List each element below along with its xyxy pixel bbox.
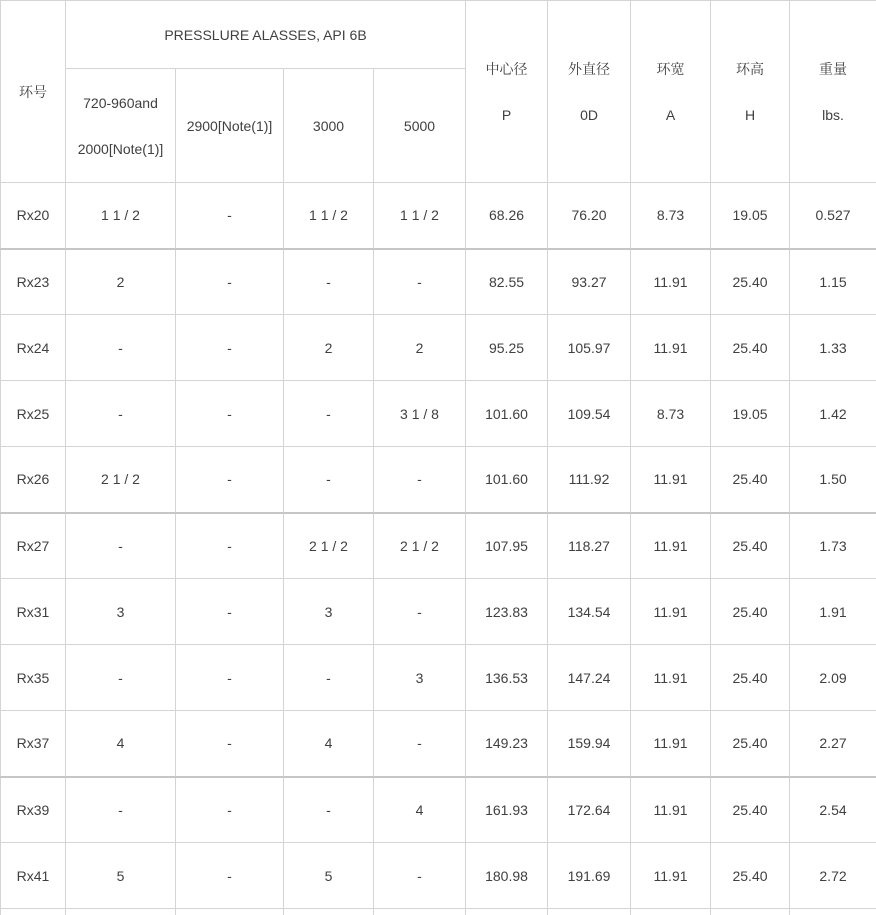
table-row — [1, 645, 876, 711]
cell-class-3000: - — [284, 777, 374, 843]
header-ring-width-symbol: A — [665, 106, 676, 123]
cell-ring-width-a: 11.91 — [631, 843, 711, 909]
table-row — [1, 777, 876, 843]
cell-ring-height-h: 25.40 — [711, 711, 790, 777]
cell-weight-lbs: 2.72 — [790, 843, 876, 909]
cell-class-2900: - — [176, 843, 284, 909]
cell-ring-number: Rx26 — [1, 447, 66, 513]
cell-class-720-960-2000: - — [66, 381, 176, 447]
cell-center-diameter-p: 149.23 — [466, 711, 548, 777]
cell-outer-diameter-0d: 109.54 — [548, 381, 631, 447]
cell-class-3000: 3 — [284, 579, 374, 645]
cell-ring-number: Rx35 — [1, 645, 66, 711]
cell-class-2900: - — [176, 711, 284, 777]
cell-class-720-960-2000: 2 1 / 2 — [66, 447, 176, 513]
header-outer-diameter-name: 外直径 — [568, 60, 611, 77]
cell-class-2900: - — [176, 513, 284, 579]
cell-ring-height-h: 25.40 — [711, 513, 790, 579]
cell-ring-width-a: 8.73 — [631, 183, 711, 249]
partial-cell — [466, 909, 548, 915]
table-header — [1, 1, 876, 183]
cell-class-3000: - — [284, 381, 374, 447]
header-class-720-960-2000 — [66, 69, 176, 183]
partial-cell — [374, 909, 466, 915]
cell-ring-height-h: 25.40 — [711, 843, 790, 909]
cell-ring-width-a: 11.91 — [631, 249, 711, 315]
partial-cell — [176, 909, 284, 915]
cell-ring-number: Rx25 — [1, 381, 66, 447]
header-pressure-classes-group: PRESSLURE ALASSES, API 6B — [66, 1, 466, 69]
cell-center-diameter-p: 161.93 — [466, 777, 548, 843]
cell-outer-diameter-0d: 191.69 — [548, 843, 631, 909]
header-ring-number: 环号 — [1, 1, 66, 183]
header-row-top — [1, 1, 876, 69]
cell-weight-lbs: 1.42 — [790, 381, 876, 447]
cell-ring-height-h: 25.40 — [711, 249, 790, 315]
cell-outer-diameter-0d: 134.54 — [548, 579, 631, 645]
cell-weight-lbs: 1.73 — [790, 513, 876, 579]
header-center-diameter-symbol: P — [501, 106, 512, 123]
cell-ring-number: Rx23 — [1, 249, 66, 315]
header-outer-diameter-symbol: 0D — [580, 106, 598, 123]
partial-next-row — [1, 909, 876, 915]
cell-ring-width-a: 11.91 — [631, 447, 711, 513]
cell-class-720-960-2000: - — [66, 513, 176, 579]
cell-weight-lbs: 2.09 — [790, 645, 876, 711]
cell-class-3000: 2 — [284, 315, 374, 381]
cell-center-diameter-p: 101.60 — [466, 447, 548, 513]
cell-weight-lbs: 0.527 — [790, 183, 876, 249]
header-weight — [790, 1, 876, 183]
cell-class-5000: 3 — [374, 645, 466, 711]
table-row — [1, 711, 876, 777]
cell-ring-width-a: 11.91 — [631, 315, 711, 381]
cell-weight-lbs: 2.27 — [790, 711, 876, 777]
cell-ring-width-a: 11.91 — [631, 711, 711, 777]
cell-class-2900: - — [176, 645, 284, 711]
cell-class-3000: 2 1 / 2 — [284, 513, 374, 579]
cell-class-720-960-2000: - — [66, 777, 176, 843]
cell-class-2900: - — [176, 777, 284, 843]
header-center-diameter — [466, 1, 548, 183]
cell-class-2900: - — [176, 447, 284, 513]
cell-ring-height-h: 19.05 — [711, 381, 790, 447]
cell-class-5000: - — [374, 843, 466, 909]
cell-weight-lbs: 2.54 — [790, 777, 876, 843]
cell-ring-width-a: 11.91 — [631, 645, 711, 711]
cell-center-diameter-p: 136.53 — [466, 645, 548, 711]
header-ring-height-name: 环高 — [736, 60, 765, 77]
cell-class-720-960-2000: 3 — [66, 579, 176, 645]
cell-ring-number: Rx41 — [1, 843, 66, 909]
cell-ring-width-a: 11.91 — [631, 579, 711, 645]
cell-center-diameter-p: 107.95 — [466, 513, 548, 579]
cell-ring-height-h: 25.40 — [711, 579, 790, 645]
header-weight-name: 重量 — [819, 60, 848, 77]
cell-center-diameter-p: 68.26 — [466, 183, 548, 249]
cell-class-5000: 2 1 / 2 — [374, 513, 466, 579]
table-row — [1, 183, 876, 249]
cell-center-diameter-p: 123.83 — [466, 579, 548, 645]
cell-ring-number: Rx31 — [1, 579, 66, 645]
header-ring-width-name: 环宽 — [656, 60, 685, 77]
cell-class-5000: - — [374, 249, 466, 315]
cell-outer-diameter-0d: 118.27 — [548, 513, 631, 579]
cell-class-5000: - — [374, 579, 466, 645]
cell-ring-number: Rx24 — [1, 315, 66, 381]
header-class-2900: 2900[Note(1)] — [176, 69, 284, 183]
cell-ring-height-h: 25.40 — [711, 645, 790, 711]
cell-class-5000: 2 — [374, 315, 466, 381]
partial-cell — [631, 909, 711, 915]
cell-class-720-960-2000: - — [66, 315, 176, 381]
partial-cell — [1, 909, 66, 915]
header-ring-height — [711, 1, 790, 183]
cell-ring-height-h: 25.40 — [711, 315, 790, 381]
header-center-diameter-name: 中心径 — [485, 60, 528, 77]
cell-center-diameter-p: 95.25 — [466, 315, 548, 381]
cell-class-720-960-2000: - — [66, 645, 176, 711]
cell-outer-diameter-0d: 76.20 — [548, 183, 631, 249]
cell-class-3000: - — [284, 645, 374, 711]
cell-outer-diameter-0d: 111.92 — [548, 447, 631, 513]
header-class-720-960-line1: 720-960and — [83, 94, 158, 111]
cell-class-5000: - — [374, 447, 466, 513]
cell-ring-number: Rx20 — [1, 183, 66, 249]
cell-ring-number: Rx37 — [1, 711, 66, 777]
cell-class-2900: - — [176, 315, 284, 381]
cell-class-720-960-2000: 5 — [66, 843, 176, 909]
cell-class-720-960-2000: 1 1 / 2 — [66, 183, 176, 249]
cell-ring-height-h: 19.05 — [711, 183, 790, 249]
cell-class-5000: 3 1 / 8 — [374, 381, 466, 447]
cell-center-diameter-p: 82.55 — [466, 249, 548, 315]
header-class-3000: 3000 — [284, 69, 374, 183]
table-row — [1, 381, 876, 447]
cell-center-diameter-p: 101.60 — [466, 381, 548, 447]
table-body — [1, 183, 876, 915]
cell-class-5000: 4 — [374, 777, 466, 843]
cell-class-5000: - — [374, 711, 466, 777]
header-class-5000: 5000 — [374, 69, 466, 183]
cell-ring-number: Rx27 — [1, 513, 66, 579]
table-row — [1, 315, 876, 381]
cell-class-3000: 1 1 / 2 — [284, 183, 374, 249]
cell-class-3000: - — [284, 249, 374, 315]
cell-ring-number: Rx39 — [1, 777, 66, 843]
partial-cell — [284, 909, 374, 915]
table-row — [1, 447, 876, 513]
cell-class-2900: - — [176, 183, 284, 249]
cell-class-3000: 4 — [284, 711, 374, 777]
cell-weight-lbs: 1.91 — [790, 579, 876, 645]
partial-cell — [790, 909, 876, 915]
cell-class-720-960-2000: 4 — [66, 711, 176, 777]
cell-class-2900: - — [176, 381, 284, 447]
cell-outer-diameter-0d: 172.64 — [548, 777, 631, 843]
cell-class-2900: - — [176, 579, 284, 645]
header-ring-width — [631, 1, 711, 183]
cell-class-3000: 5 — [284, 843, 374, 909]
cell-outer-diameter-0d: 159.94 — [548, 711, 631, 777]
cell-outer-diameter-0d: 93.27 — [548, 249, 631, 315]
cell-ring-width-a: 11.91 — [631, 513, 711, 579]
partial-cell — [711, 909, 790, 915]
cell-class-3000: - — [284, 447, 374, 513]
partial-cell — [548, 909, 631, 915]
cell-center-diameter-p: 180.98 — [466, 843, 548, 909]
header-weight-symbol: lbs. — [822, 106, 844, 123]
header-ring-height-symbol: H — [744, 106, 756, 123]
cell-ring-width-a: 11.91 — [631, 777, 711, 843]
partial-cell — [66, 909, 176, 915]
header-class-2000-line2: 2000[Note(1)] — [77, 140, 164, 157]
cell-ring-width-a: 8.73 — [631, 381, 711, 447]
cell-weight-lbs: 1.15 — [790, 249, 876, 315]
table-row — [1, 579, 876, 645]
table-row — [1, 843, 876, 909]
cell-class-2900: - — [176, 249, 284, 315]
table-row — [1, 249, 876, 315]
cell-weight-lbs: 1.50 — [790, 447, 876, 513]
cell-outer-diameter-0d: 105.97 — [548, 315, 631, 381]
table-row — [1, 513, 876, 579]
cell-class-720-960-2000: 2 — [66, 249, 176, 315]
cell-outer-diameter-0d: 147.24 — [548, 645, 631, 711]
cell-weight-lbs: 1.33 — [790, 315, 876, 381]
cell-ring-height-h: 25.40 — [711, 447, 790, 513]
cell-class-5000: 1 1 / 2 — [374, 183, 466, 249]
header-outer-diameter — [548, 1, 631, 183]
cell-ring-height-h: 25.40 — [711, 777, 790, 843]
